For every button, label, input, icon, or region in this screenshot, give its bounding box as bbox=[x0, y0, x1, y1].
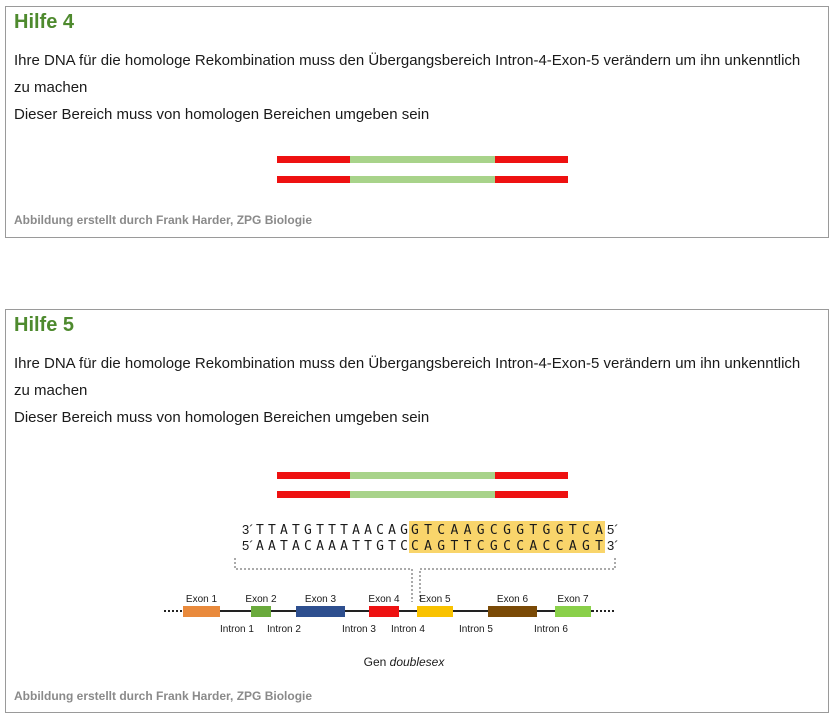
hint-4-credit: Abbildung erstellt durch Frank Harder, ZPG Biologie bbox=[14, 213, 313, 227]
exon-2-label: Exon 2 bbox=[245, 594, 277, 605]
homology-arm-right-lower bbox=[495, 491, 568, 498]
exon-5-label: Exon 5 bbox=[419, 594, 451, 605]
target-region-upper bbox=[350, 156, 495, 163]
dna-strand-lower bbox=[277, 491, 568, 498]
seq-bottom-suffix: 3´ bbox=[607, 538, 619, 553]
exon-7-label: Exon 7 bbox=[557, 594, 589, 605]
seq-bottom-highlight: CAGTTCGCCACCAGT bbox=[411, 539, 603, 554]
homology-arm-right-upper bbox=[495, 472, 568, 479]
hint-4-box bbox=[5, 6, 829, 238]
homology-arm-left-upper bbox=[277, 156, 350, 163]
seq-top-highlight: GTCAAGCGGTGGTCA bbox=[411, 523, 603, 538]
exon-3-label: Exon 3 bbox=[304, 594, 337, 605]
homology-arm-left-lower bbox=[277, 491, 350, 498]
exon-1-label: Exon 1 bbox=[185, 594, 218, 605]
exon-1-block bbox=[183, 606, 220, 617]
exon-layer bbox=[183, 594, 591, 617]
exon-7-block bbox=[555, 606, 591, 617]
target-region-lower bbox=[350, 491, 495, 498]
exon-4-label: Exon 4 bbox=[368, 594, 400, 605]
intron-4-label: Intron 4 bbox=[391, 624, 425, 635]
exon-3-block bbox=[296, 606, 345, 617]
intron-2-label: Intron 2 bbox=[267, 624, 301, 635]
hint-5-box bbox=[5, 309, 829, 713]
exon-6-block bbox=[488, 606, 537, 617]
intron-1-label: Intron 1 bbox=[220, 624, 254, 635]
hint-4-line-1: Ihre DNA für die homologe Rekombination muss den Übergangsbereich Intron-4-Exon-5 verändern um ihn unkenntlich zu machen bbox=[14, 52, 801, 96]
seq-top-prefix: 3´ bbox=[242, 522, 254, 537]
dna-strand-upper bbox=[277, 156, 568, 163]
intron-3-label: Intron 3 bbox=[342, 624, 376, 635]
exon-5-block bbox=[417, 606, 453, 617]
dna-strand-upper bbox=[277, 472, 568, 479]
target-region-lower bbox=[350, 176, 495, 183]
homology-arm-left-lower bbox=[277, 176, 350, 183]
exon-4-block bbox=[369, 606, 399, 617]
exon-2-block bbox=[251, 606, 271, 617]
hint-5-line-2: Dieser Bereich muss von homologen Bereichen umgeben sein bbox=[14, 409, 430, 426]
hint-5-line-1: Ihre DNA für die homologe Rekombination muss den Übergangsbereich Intron-4-Exon-5 verändern um ihn unkenntlich zu machen bbox=[14, 355, 801, 399]
exon-6-label: Exon 6 bbox=[496, 594, 529, 605]
homology-arm-right-upper bbox=[495, 156, 568, 163]
hint-4-dna-diagram bbox=[6, 7, 828, 237]
hint-5-gene-diagram bbox=[6, 310, 828, 712]
intron-layer bbox=[220, 624, 568, 635]
target-region-upper bbox=[350, 472, 495, 479]
dna-strand-lower bbox=[277, 176, 568, 183]
hint-4-line-2: Dieser Bereich muss von homologen Bereichen umgeben sein bbox=[14, 106, 430, 123]
seq-bottom-plain: AATACAAATTGTC bbox=[256, 539, 408, 554]
homology-arm-right-lower bbox=[495, 176, 568, 183]
seq-top-suffix: 5´ bbox=[607, 522, 619, 537]
hint-4-title: Hilfe 4 bbox=[14, 11, 75, 33]
intron-5-label: Intron 5 bbox=[459, 624, 493, 635]
seq-bottom-prefix: 5´ bbox=[242, 538, 254, 553]
hint-5-credit: Abbildung erstellt durch Frank Harder, ZPG Biologie bbox=[14, 689, 313, 703]
homology-arm-left-upper bbox=[277, 472, 350, 479]
intron-6-label: Intron 6 bbox=[534, 624, 568, 635]
hint-5-title: Hilfe 5 bbox=[14, 314, 75, 336]
seq-top-plain: TTATGTTTAACAG bbox=[256, 523, 408, 538]
gene-caption: Gen doublesex bbox=[363, 655, 445, 669]
